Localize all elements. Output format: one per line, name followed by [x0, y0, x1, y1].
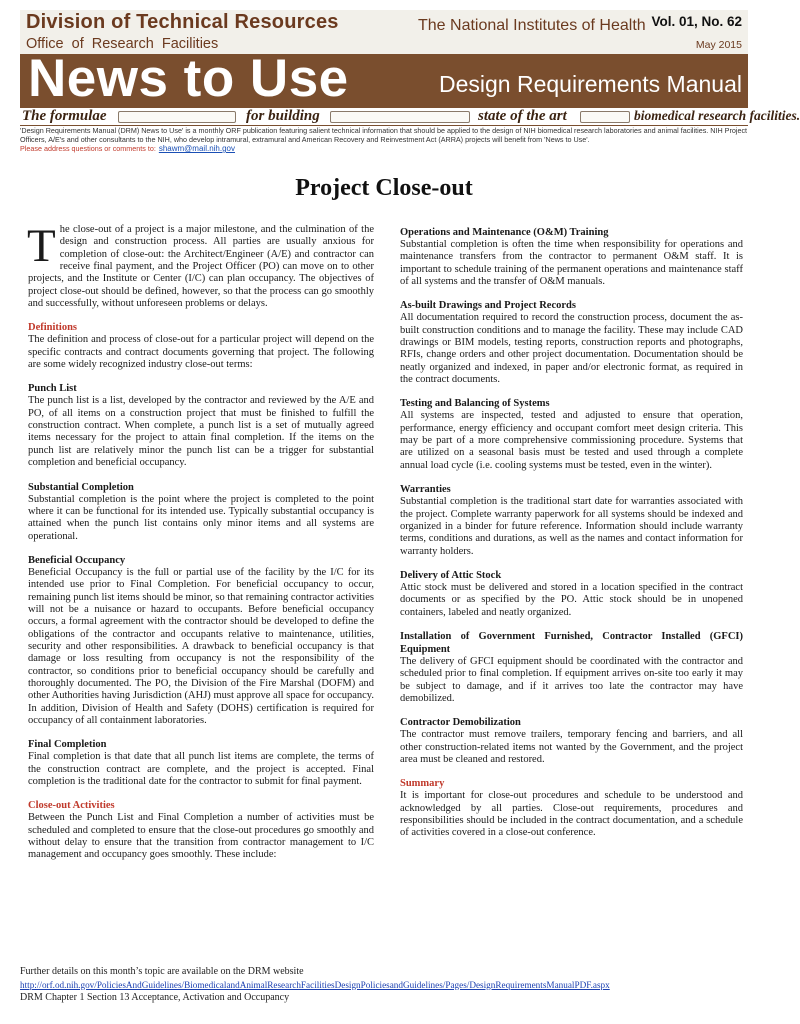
warranties-text: Substantial completion is the traditional start date for warranties associated with the project. Complete warranty paperwork for all systems should be indexed and organized in a binder for future reference. Information should include warranty terms, conditions and durations, as well as the names and contact information for warranty holders.: [400, 496, 743, 557]
warranties-heading: Warranties: [400, 484, 451, 496]
footer-website-note: Further details on this month’s topic are available on the DRM website: [20, 966, 304, 977]
demobilization-text: The contractor must remove trailers, temporary fencing and barriers, and all other construction-related items not wanted by the Government, and the project area must be cleaned and restored.: [400, 729, 743, 765]
footer-drm-reference: DRM Chapter 1 Section 13 Acceptance, Activation and Occupancy: [20, 992, 290, 1003]
article-column-left: [27, 220, 375, 873]
article-title: Project Close-out: [295, 175, 473, 201]
tagline-part-1: The formulae: [22, 108, 107, 124]
final-completion-text: Final completion is that date that all punch list items are complete, the terms of the construction contract are complete, and the project is accepted. Final completion is the traditional date for the contractor to submit for final payment.: [28, 751, 374, 788]
punch-list-heading: Punch List: [28, 383, 77, 395]
final-completion-heading: Final Completion: [28, 739, 107, 751]
volume-number: Vol. 01, No. 62: [651, 14, 742, 29]
tagline-part-3: state of the art: [478, 108, 567, 124]
article-column-right: [400, 224, 743, 851]
formula-graphic-2: [330, 111, 470, 123]
drm-website-link[interactable]: http://orf.od.nih.gov/PoliciesAndGuidelines/BiomedicalandAnimalResearchFacilitiesDesignPoliciesandGuidelines/Pages/DesignRequirementsManualPDF.aspx: [20, 979, 610, 990]
beneficial-occupancy-text: Beneficial Occupancy is the full or partial use of the facility by the I/C for its intended use prior to Final Completion. For beneficial occupancy to occur, remaining punch list items should be minor, so that remaining contractor activities will not be a nuisance or hazard to occupants. Before beneficial occupancy occurs, a formal agreement with the contractor should be developed to define the obligations of the contractor and occupants relative to maintenance, utilities, security and other responsibilities. A drawback to beneficial occupancy is that damage or loss resulting from occupancy is not the responsibility of the contractor, so conditions prior to beneficial occupancy should be carefully and thoroughly documented. The PO, the Division of the Fire Marshal (DOFM) and other Authorities having Jurisdiction (AHJ) must approve all space for occupancy. In addition, Division of Health and Safety (DOHS) certification is required for occupancy of all containment laboratories.: [28, 566, 375, 726]
division-name: Division of Technical Resources: [26, 11, 339, 33]
page-footer: [20, 966, 748, 1005]
contact-email-link[interactable]: shawm@mail.nih.gov: [158, 144, 235, 153]
contact-line: [20, 144, 235, 153]
tagline-part-4: biomedical research facilities.: [634, 108, 800, 123]
close-out-activities-text: Between the Punch List and Final Completion a number of activities must be scheduled and completed to ensure that the close-out procedures go smoothly and without delay to ensure that the transition from contractor management to I/C management and occupancy goes smoothly. These include:: [28, 812, 374, 861]
punch-list-text: The punch list is a list, developed by the contractor and reviewed by the A/E and PO, of all items on a construction project that must be finished to fulfill the construction contract. When complete, a punch list is a set of mutually agreed items necessary for the project to attain final completion. If the items on the punch list are relatively minor the punch list can be a trigger for substantial completion and beneficial occupancy.: [28, 395, 374, 469]
summary-text: It is important for close-out procedures and schedule to be understood and acknowledged by all parties. Close-out requirements, procedures and responsibilities should be included in the contract documentation, and a schedule of activities covered in a close-out conference.: [400, 790, 743, 839]
contact-label: Please address questions or comments to:: [20, 144, 156, 153]
testing-balancing-text: All systems are inspected, tested and adjusted to ensure that operation, performance, energy efficiency and occupant comfort meet design criteria. This may be part of a more comprehensive commissioning procedure. Systems that are utilized on a seasonal basis must be tested and used through a complete annual load cycle (i.e. cooling systems must be tested, even in the winter).: [400, 410, 743, 471]
newsletter-intro: 'Design Requirements Manual (DRM) News to Use' is a monthly ORF publication featuring salient technical information that should be applied to the design of NIH biomedical research laboratories and animal facilities. NIH Project Officers, A/E's and other consultants to the NIH, who develop intramural, extramural and American Recovery and Reinvestment Act (ARRA) projects will benefit from 'News to Use'.: [20, 126, 748, 144]
formula-graphic-3: [580, 111, 630, 123]
office-name: Office of Research Facilities: [26, 36, 219, 52]
as-built-heading: As-built Drawings and Project Records: [400, 300, 576, 312]
drop-cap: T: [27, 220, 56, 272]
om-training-text: Substantial completion is often the time when responsibility for operations and maintenance transfers from the contractor to permanent O&M staff. It is important to schedule training of the permanent operations and maintenance staff of all systems and the transfer of O&M manuals.: [400, 239, 743, 288]
definitions-text: The definition and process of close-out for a particular project will depend on the specific contracts and contract documents governing that project. The following are some widely recognized industry close-out terms:: [28, 334, 374, 371]
testing-balancing-heading: Testing and Balancing of Systems: [400, 398, 550, 410]
close-out-activities-heading: Close-out Activities: [28, 800, 115, 812]
substantial-completion-heading: Substantial Completion: [28, 481, 134, 493]
gfci-heading: Installation of Government Furnished, Contractor Installed (GFCI) Equipment: [400, 630, 743, 655]
newsletter-title: News to Use: [28, 49, 349, 108]
as-built-text: All documentation required to record the construction process, document the as-built construction conditions and to manage the facility. These may include CAD drawings or BIM models, testing reports, construction reports and photographs, RFIs, change orders and other project documentation. Documentation should be neatly organized and indexed, in paper and/or electronic format, as required in the contract documents.: [400, 312, 743, 386]
issue-date: May 2015: [695, 39, 742, 51]
summary-heading: Summary: [400, 778, 445, 790]
gfci-text: The delivery of GFCI equipment should be coordinated with the contractor and scheduled prior to final completion. If equipment arrives on-site too early it may be subject to damage, and if it arrives too late the contractor may have demobilized.: [400, 655, 743, 704]
formula-graphic-1: [118, 111, 236, 123]
substantial-completion-text: Substantial completion is the point where the project is completed to the point where it can be functional for its intended use. Typically substantial occupancy is attained when the punch list contains only minor items and all systems are operational.: [28, 493, 374, 542]
attic-stock-text: Attic stock must be delivered and stored in a location specified in the contract documents or as specified by the PO. Attic stock should be in unopened containers, labeled and neatly organized.: [400, 581, 743, 618]
newsletter-subtitle: Design Requirements Manual: [439, 71, 742, 97]
demobilization-heading: Contractor Demobilization: [400, 717, 521, 729]
definitions-heading: Definitions: [28, 322, 78, 334]
intro-text: he close-out of a project is a major milestone, and the culmination of the design and construction process. All parties are usually anxious for completion of close-out: the Architect/Engineer (A/E) and contractor can receive final payment, and the Project Officer (PO) can move on to other projects, and the Institute or Center (I/C) can plan occupancy. The objectives of project close-out should be defined, however, so that the process can go smoothly and successfully, without unforeseen problems or delays.: [28, 224, 374, 310]
nih-name: The National Institutes of Health: [418, 17, 646, 34]
attic-stock-heading: Delivery of Attic Stock: [400, 569, 502, 581]
beneficial-occupancy-heading: Beneficial Occupancy: [28, 554, 126, 566]
newsletter-banner: [20, 49, 748, 108]
intro-paragraph: [27, 220, 374, 310]
tagline-part-2: for building: [246, 108, 320, 124]
om-training-heading: Operations and Maintenance (O&M) Training: [400, 227, 609, 238]
formula-tagline: [20, 108, 800, 126]
